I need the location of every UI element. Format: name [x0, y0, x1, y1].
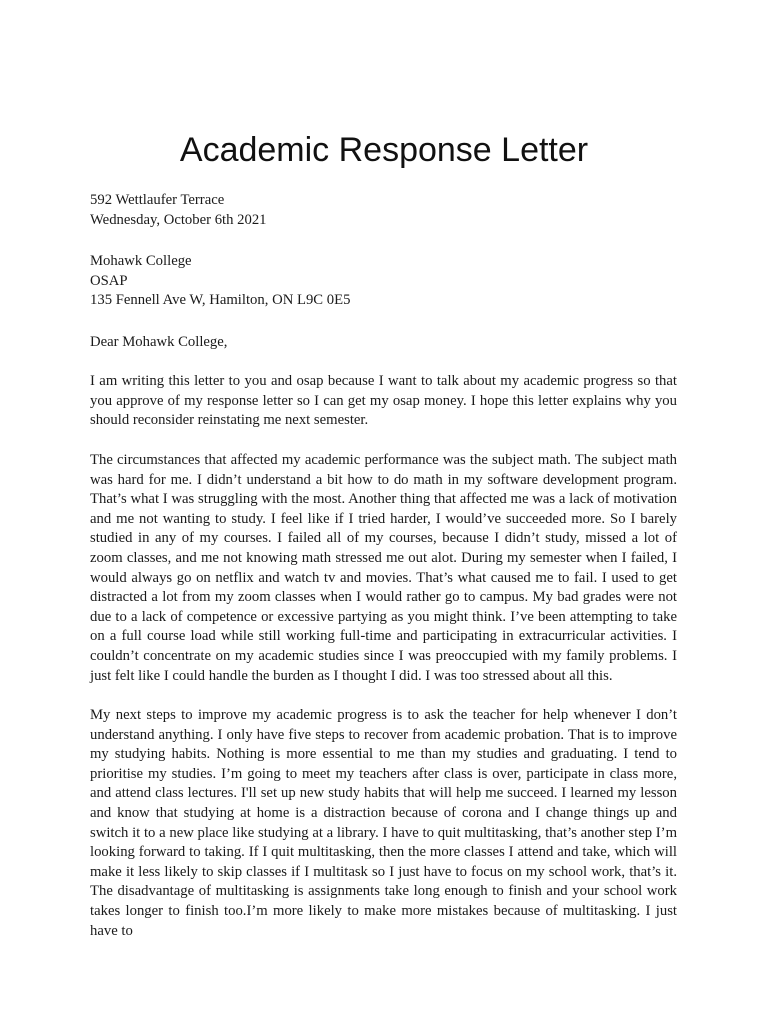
recipient-block	[90, 252, 677, 311]
salutation-block	[90, 333, 677, 353]
letter-date: Wednesday, October 6th 2021	[90, 211, 267, 228]
paragraph-intro	[90, 372, 677, 431]
recipient-address: 135 Fennell Ave W, Hamilton, ON L9C 0E5	[90, 292, 351, 309]
paragraph: My next steps to improve my academic progress is to ask the teacher for help whenever I don’t understand anything. I only have five steps to recover from academic probation. That is to improve my studying habits. Nothing is more essential to me than my studies and graduating. I tend to prioritise my studies. I’m going to meet my teachers after class is over, participate in class more, and attend class lectures. I'll set up new study habits that will help me succeed. I learned my lesson and know that studying at home is a distraction because of corona and I change things up and switch it to a new place like studying at a library. I have to quit multitasking, that’s another step I’m looking forward to taking. If I quit multitasking, then the more classes I attend and take, which will make it less likely to skip classes if I multitask so I just have to focus on my school work, that’s it. The disadvantage of multitasking is assignments take long enough to finish and your school work takes longer to finish too.I’m more likely to make more mistakes because of multitasking. I just have to	[90, 707, 677, 939]
sender-block	[90, 191, 677, 230]
paragraph-circumstances	[90, 451, 677, 686]
document-title: Academic Response Letter	[179, 131, 589, 169]
recipient-department: OSAP	[90, 272, 128, 289]
recipient-name: Mohawk College	[90, 253, 192, 269]
sender-address: 592 Wettlaufer Terrace	[90, 192, 225, 208]
paragraph: I am writing this letter to you and osap because I want to talk about my academic progress so that you approve of my response letter so I can get my osap money. I hope this letter explains why you should reconsider reinstating me next semester.	[90, 373, 677, 429]
salutation: Dear Mohawk College,	[90, 334, 228, 350]
paragraph-next-steps	[90, 706, 677, 941]
paragraph: The circumstances that affected my academic performance was the subject math. The subject math was hard for me. I didn’t understand a bit how to do math in my software development program. That’s what I was struggling with the most. Another thing that affected me was a lack of motivation and me not wanting to study. I feel like if I tried harder, I would’ve succeeded more. So I barely studied in any of my courses. I failed all of my courses, because I didn’t study, missed a lot of zoom classes, and me not knowing math stressed me out alot. During my semester when I failed, I would always go on netflix and watch tv and movies. That’s what caused me to fail. I used to get distracted a lot from my zoom classes when I would rather go to campus. My bad grades were not due to a lack of competence or excessive partying as you might think. I’ve been attempting to take on a full course load while still working full-time and participating in extracurricular activities. I couldn’t concentrate on my academic studies since I was preoccupied with my family problems. I just felt like I could handle the burden as I thought I did. I was too stressed about all this.	[90, 452, 677, 684]
